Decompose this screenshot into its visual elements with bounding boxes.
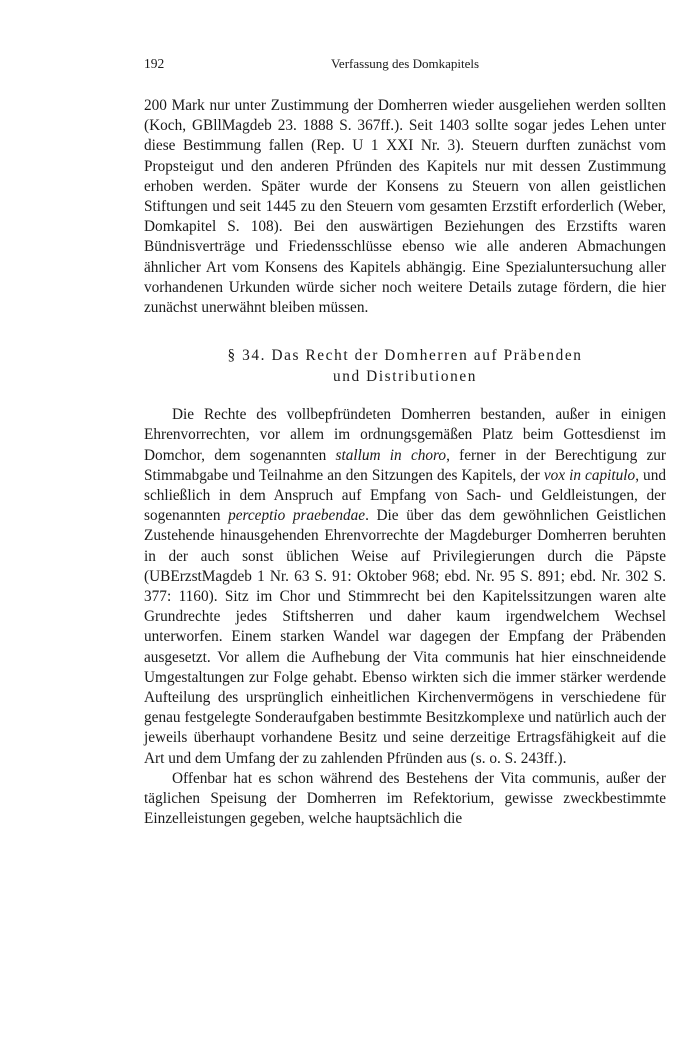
page-number: 192 <box>144 56 165 71</box>
paragraph-1: 200 Mark nur unter Zustimmung der Domherren wieder ausgeliehen werden sollten (Koch, GBllMagdeb 23. 1888 S. 367ff.). Seit 1403 sollte sogar jedes Lehen unter diese Bestimmung fallen (Rep. U 1 XXI Nr. 3). Steuern durften zunächst vom Propsteigut und den anderen Pfründen des Kapitels nur mit dessen Zustimmung erhoben werden. Später wurde der Konsens zu Steuern von allen geistlichen Stiftungen und seit 1445 zu den Steuern vom gesamten Erzstift erforderlich (Weber, Domkapitel S. 108). Bei den auswärtigen Beziehungen des Erzstifts waren Bündnisverträge und Friedensschlüsse ebenso wie alle anderen Abmachungen ähnlicher Art vom Konsens des Kapitels abhängig. Eine Spezialuntersuchung aller vorhandenen Urkunden würde sicher noch weitere Details zutage fördern, die hier zunächst unerwähnt bleiben müssen. <box>144 97 666 317</box>
paragraph-2-text-3: , und schließlich in dem Anspruch auf Empfang von Sach- und Geldleistungen, der sogenannten <box>144 466 666 525</box>
italic-term-perceptio: perceptio praebendae <box>228 507 366 525</box>
section-heading-line-1: § 34. Das Recht der Domherren auf Präbenden <box>227 347 583 365</box>
running-head: Verfassung des Domkapitels <box>330 56 480 71</box>
paragraph-2-text-4: . Die über das dem gewöhnlichen Geistlichen Zustehende hinausgehenden Ehrenvorrechte der Magdeburger Domherren beruhten in der auch sonst üblichen Weise auf Privilegierungen durch die Päpste (UBErzstMagdeb 1 Nr. 63 S. 91: Oktober 968; ebd. Nr. 95 S. 891; ebd. Nr. 302 S. 377: 1160). Sitz im Chor und Stimmrecht bei den Kapitelssitzungen waren alte Grundrechte jedes Stiftsherren und daher kaum irgendwelchem Wechsel unterworfen. Einem starken Wandel war dagegen der Empfang der Präbenden ausgesetzt. Vor allem die Aufhebung der Vita communis hat hier einschneidende Umgestaltungen zur Folge gehabt. Ebenso wirkten sich die immer stärker werdende Aufteilung des ursprünglich einheitlichen Kirchenvermögens in verschiedene für genau festgelegte Sonderaufgaben bestimmte Besitzkomplexe und natürlich auch der jeweils überhaupt vorhandene Besitz und seine derzeitige Ertragsfähigkeit auf die Art und dem Umfang der zu zahlenden Pfründen aus (s. o. S. 243ff.). <box>144 507 666 767</box>
body-text <box>144 96 666 830</box>
page-header <box>144 56 666 82</box>
book-page <box>144 56 666 830</box>
section-heading-line-2: und Distributionen <box>333 367 477 385</box>
italic-term-vox: vox in capitulo <box>543 466 636 484</box>
section-heading <box>144 346 666 387</box>
italic-term-stallum: stallum in choro <box>335 446 447 464</box>
paragraph-2-text-2: , ferner in der Berechtigung zur Stimmabgabe und Teilnahme an den Sitzungen des Kapitels, der <box>144 446 666 484</box>
paragraph-2-text-1: Die Rechte des vollbepfründeten Domherren bestanden, außer in einigen Ehrenvorrechten, vor allem im ordnungsgemäßen Platz beim Gottesdienst im Domchor, dem sogenannten <box>144 406 666 464</box>
paragraph-2 <box>144 405 666 769</box>
paragraph-3: Offenbar hat es schon während des Bestehens der Vita communis, außer der täglichen Speisung der Domherren im Refektorium, gewisse zweckbestimmte Einzelleistungen gegeben, welche hauptsächlich die <box>144 769 666 828</box>
